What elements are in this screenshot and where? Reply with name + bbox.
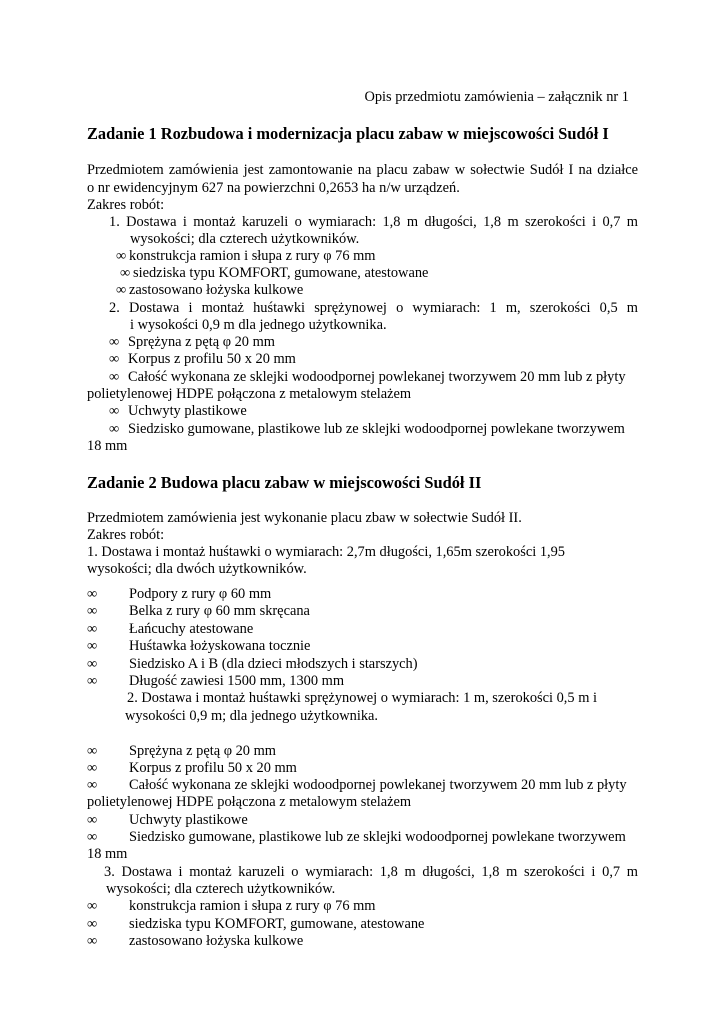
bullet-icon: ∞ xyxy=(109,421,120,437)
task2-item3-line1: 3. Dostawa i montaż karuzeli o wymiarach: 1,8 m długości, 1,8 m szerokości i 0,7 m xyxy=(104,864,638,880)
task2-title: Zadanie 2 Budowa placu zabaw w miejscowości Sudół II xyxy=(87,473,482,492)
task1-item1-bullet1: konstrukcja ramion i słupa z rury φ 76 mm xyxy=(129,248,376,264)
task1-item2-bullet2: Korpus z profilu 50 x 20 mm xyxy=(128,351,296,367)
task2-item2-bullet4: Uchwyty plastikowe xyxy=(129,812,248,828)
task1-item2-line2: i wysokości 0,9 m dla jednego użytkownika. xyxy=(130,317,387,333)
task1-item1-bullet3: zastosowano łożyska kulkowe xyxy=(129,282,304,298)
annex-label: Opis przedmiotu zamówienia – załącznik nr 1 xyxy=(364,89,629,105)
bullet-icon: ∞ xyxy=(87,812,98,828)
bullet-icon: ∞ xyxy=(87,656,98,672)
task2-scope: Zakres robót: xyxy=(87,527,165,543)
task1-intro-line1: Przedmiotem zamówienia jest zamontowanie na placu zabaw w sołectwie Sudół I na działce xyxy=(87,162,638,178)
task2-item1-bullet3: Łańcuchy atestowane xyxy=(129,621,254,637)
task2-intro: Przedmiotem zamówienia jest wykonanie placu zbaw w sołectwie Sudół II. xyxy=(87,510,522,526)
task1-item2-line1: 2. Dostawa i montaż huśtawki sprężynowej o wymiarach: 1 m, szerokości 0,5 m xyxy=(109,300,638,316)
bullet-icon: ∞ xyxy=(87,603,98,619)
bullet-icon: ∞ xyxy=(87,916,98,932)
task2-item1-bullet2: Belka z rury φ 60 mm skręcana xyxy=(129,603,310,619)
task2-item2-line2: wysokości 0,9 m; dla jednego użytkownika. xyxy=(125,708,378,724)
bullet-icon: ∞ xyxy=(109,369,120,385)
task2-item3-line2: wysokości; dla czterech użytkowników. xyxy=(106,881,336,897)
task2-item2-bullet1: Sprężyna z pętą φ 20 mm xyxy=(129,743,276,759)
task2-item3-bullet1: konstrukcja ramion i słupa z rury φ 76 mm xyxy=(129,898,376,914)
task2-item2-bullet3: Całość wykonana ze sklejki wodoodpornej powlekanej tworzywem 20 mm lub z płyty xyxy=(129,777,627,793)
task2-item1-bullet6: Długość zawiesi 1500 mm, 1300 mm xyxy=(129,673,345,689)
task2-item1-bullet5: Siedzisko A i B (dla dzieci młodszych i starszych) xyxy=(129,656,418,672)
bullet-icon: ∞ xyxy=(87,829,98,845)
task1-item2-bullet5: Siedzisko gumowane, plastikowe lub ze sklejki wodoodpornej powlekane tworzywem xyxy=(128,421,625,437)
task2-item2-bullet5-cont: 18 mm xyxy=(87,846,128,862)
bullet-icon: ∞ xyxy=(87,638,98,654)
bullet-icon: ∞ xyxy=(109,403,120,419)
bullet-icon: ∞ xyxy=(87,621,98,637)
task2-item3-bullet2: siedziska typu KOMFORT, gumowane, atestowane xyxy=(129,916,425,932)
bullet-icon: ∞ xyxy=(87,743,98,759)
task2-item1-bullet1: Podpory z rury φ 60 mm xyxy=(129,586,272,602)
task2-item1-bullet4: Huśtawka łożyskowana tocznie xyxy=(129,638,311,654)
task2-item2-bullet3-cont: polietylenowej HDPE połączona z metalowym stelażem xyxy=(87,794,412,810)
task1-item1-line1: 1. Dostawa i montaż karuzeli o wymiarach: 1,8 m długości, 1,8 m szerokości i 0,7 m xyxy=(109,214,638,230)
task2-item3-bullet3: zastosowano łożyska kulkowe xyxy=(129,933,304,949)
task2-item1-line2: wysokości; dla dwóch użytkowników. xyxy=(87,561,307,577)
bullet-icon: ∞ xyxy=(116,282,127,298)
task1-title: Zadanie 1 Rozbudowa i modernizacja placu zabaw w miejscowości Sudół I xyxy=(87,124,609,143)
bullet-icon: ∞ xyxy=(87,760,98,776)
bullet-icon: ∞ xyxy=(87,586,98,602)
task1-item1-bullet2: siedziska typu KOMFORT, gumowane, atestowane xyxy=(133,265,429,281)
task1-scope: Zakres robót: xyxy=(87,197,165,213)
bullet-icon: ∞ xyxy=(87,673,98,689)
bullet-icon: ∞ xyxy=(87,898,98,914)
bullet-icon: ∞ xyxy=(109,351,120,367)
task1-intro-line2: o nr ewidencyjnym 627 na powierzchni 0,2653 ha n/w urządzeń. xyxy=(87,180,460,196)
task1-item1-line2: wysokości; dla czterech użytkowników. xyxy=(130,231,360,247)
task1-item2-bullet3: Całość wykonana ze sklejki wodoodpornej powlekanej tworzywem 20 mm lub z płyty xyxy=(128,369,626,385)
task1-item2-bullet4: Uchwyty plastikowe xyxy=(128,403,247,419)
task1-item2-bullet5-cont: 18 mm xyxy=(87,438,128,454)
task2-item1-line1: 1. Dostawa i montaż huśtawki o wymiarach: 2,7m długości, 1,65m szerokości 1,95 xyxy=(87,544,566,560)
bullet-icon: ∞ xyxy=(87,777,98,793)
bullet-icon: ∞ xyxy=(120,265,131,281)
task2-item2-line1: 2. Dostawa i montaż huśtawki sprężynowej o wymiarach: 1 m, szerokości 0,5 m i xyxy=(127,690,597,706)
task2-item2-bullet2: Korpus z profilu 50 x 20 mm xyxy=(129,760,297,776)
bullet-icon: ∞ xyxy=(116,248,127,264)
task1-item2-bullet3-cont: polietylenowej HDPE połączona z metalowym stelażem xyxy=(87,386,412,402)
bullet-icon: ∞ xyxy=(87,933,98,949)
task1-item2-bullet1: Sprężyna z pętą φ 20 mm xyxy=(128,334,275,350)
task2-item2-bullet5: Siedzisko gumowane, plastikowe lub ze sklejki wodoodpornej powlekane tworzywem xyxy=(129,829,626,845)
bullet-icon: ∞ xyxy=(109,334,120,350)
